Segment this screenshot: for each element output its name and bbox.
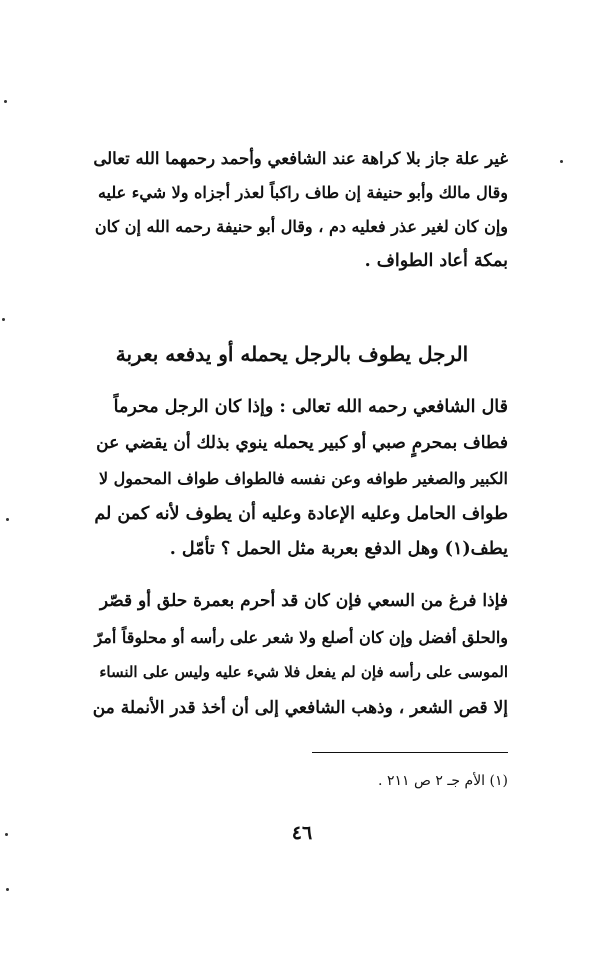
margin-mark [560,160,563,163]
text-line: الكبير والصغير طوافه وعن نفسه فالطواف طواف المحمول لا [98,469,508,488]
text-line: غير علة جاز بلا كراهة عند الشافعي وأحمد رحمهما الله تعالى [93,149,508,168]
paragraph-1 [92,142,508,278]
text-line: وقال مالك وأبو حنيفة إن طاف راكباً لعذر أجزاه ولا شيء عليه [97,183,508,202]
text-line: إلا قص الشعر ، وذهب الشافعي إلى أن أخذ قدر الأنملة من [92,697,508,718]
text-line: فإذا فرغ من السعي فإن كان قد أحرم بعمرة حلق أو قصّر [99,591,508,611]
section-heading: الرجل يطوف بالرجل يحمله أو يدفعه بعربة [115,342,469,366]
margin-mark [6,888,9,891]
text-line: الموسى على رأسه فإن لم يفعل فلا شيء عليه وليس على النساء [99,663,508,681]
page-number: ٤٦ [291,822,313,844]
footnote-separator [312,752,508,753]
paragraph-3 [92,584,508,726]
paragraph-2 [92,390,508,568]
text-line: وإن كان لغير عذر فعليه دم ، وقال أبو حنيفة رحمه الله إن كان [94,217,508,236]
text-line: يطف(١) وهل الدفع بعربة مثل الحمل ؟ تأمّل . [169,539,508,559]
text-line: والحلق أفضل وإن كان أصلع ولا شعر على رأسه أو محلوقاً أمرّ [94,627,508,647]
margin-mark [2,318,5,321]
text-line: فطاف بمحرمٍ صبي أو كبير يحمله ينوي بذلك أن يقضي عن [96,432,508,453]
text-line: بمكة أعاد الطواف . [364,251,508,271]
margin-mark [4,100,7,103]
text-line: طواف الحامل وعليه الإعادة وعليه أن يطوف لأنه كمن لم [94,503,508,524]
margin-mark [6,518,9,521]
footnote: (١) الأم جـ ٢ ص ٢١١ . [378,773,508,789]
text-line: قال الشافعي رحمه الله تعالى : وإذا كان الرجل محرماً [113,397,508,417]
